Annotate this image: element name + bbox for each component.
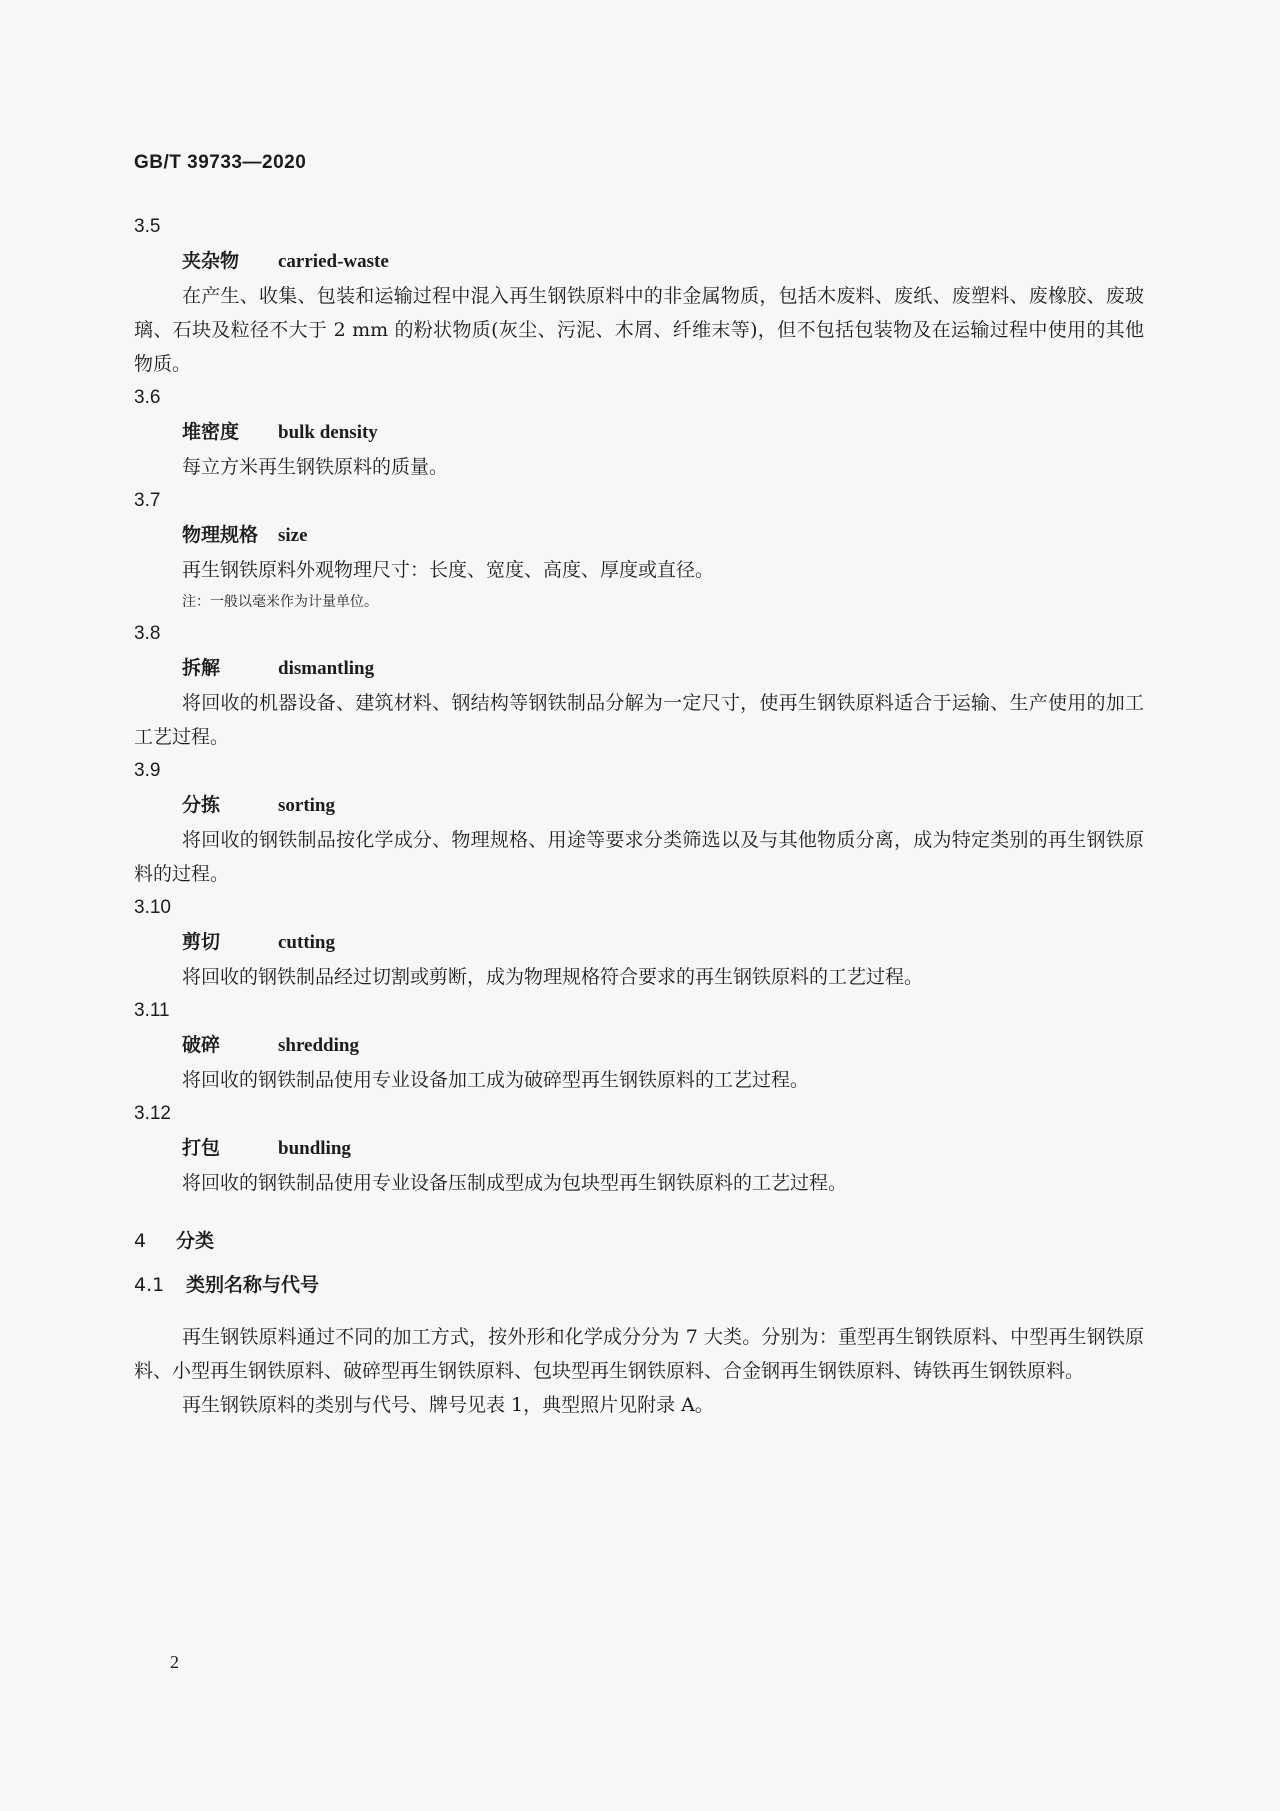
term-english: dismantling [278, 658, 375, 679]
term-number: 3.11 [134, 1000, 170, 1021]
term-entry [134, 891, 1144, 994]
term-number: 3.6 [134, 387, 161, 408]
term-definition: 将回收的钢铁制品使用专业设备压制成型成为包块型再生钢铁原料的工艺过程。 [182, 1172, 848, 1194]
term-definition: 将回收的机器设备、建筑材料、钢结构等钢铁制品分解为一定尺寸，使再生钢铁原料适合于运输、生产使用的加工工艺过程。 [134, 692, 1144, 748]
standard-code: GB/T 39733—2020 [134, 152, 307, 173]
term-title [134, 1028, 1144, 1063]
term-english: bundling [278, 1138, 351, 1159]
term-definition: 每立方米再生钢铁原料的质量。 [182, 456, 449, 478]
term-title [134, 1131, 1144, 1166]
terms-list [134, 210, 1144, 1200]
paragraph: 再生钢铁原料通过不同的加工方式，按外形和化学成分分为 7 大类。分别为：重型再生钢铁原料、中型再生钢铁原料、小型再生钢铁原料、破碎型再生钢铁原料、包块型再生钢铁原料、合金钢再生钢铁原料、铸铁再生钢铁原料。 [134, 1326, 1144, 1382]
term-number: 3.9 [134, 760, 161, 781]
term-definition: 将回收的钢铁制品按化学成分、物理规格、用途等要求分类筛选以及与其他物质分离，成为特定类别的再生钢铁原料的过程。 [134, 829, 1144, 885]
term-definition: 再生钢铁原料外观物理尺寸：长度、宽度、高度、厚度或直径。 [182, 559, 715, 581]
section-heading [134, 1224, 1144, 1258]
term-number: 3.12 [134, 1103, 171, 1124]
section-title: 分类 [176, 1230, 215, 1252]
page-number: 2 [170, 1652, 179, 1672]
term-title [134, 788, 1144, 823]
term-chinese: 堆密度 [182, 421, 240, 443]
section-number: 4 [134, 1230, 147, 1252]
term-number: 3.8 [134, 623, 161, 644]
term-chinese: 打包 [182, 1137, 221, 1159]
term-number: 3.7 [134, 490, 161, 511]
term-english: size [278, 525, 308, 546]
subsection-number: 4.1 [134, 1274, 165, 1296]
term-entry [134, 381, 1144, 484]
term-english: cutting [278, 932, 335, 953]
term-chinese: 物理规格 [182, 524, 259, 546]
subsection-heading [134, 1268, 1144, 1302]
paragraph: 再生钢铁原料的类别与代号、牌号见表 1，典型照片见附录 A。 [182, 1394, 714, 1416]
term-title [134, 925, 1144, 960]
term-entry [134, 210, 1144, 381]
term-entry [134, 1097, 1144, 1200]
term-entry [134, 484, 1144, 617]
term-entry [134, 617, 1144, 754]
term-number: 3.10 [134, 897, 171, 918]
term-number: 3.5 [134, 216, 161, 237]
term-english: bulk density [278, 422, 378, 443]
document-body [134, 210, 1144, 1422]
term-entry [134, 994, 1144, 1097]
term-chinese: 分拣 [182, 794, 221, 816]
term-title [134, 244, 1144, 279]
subsection-title: 类别名称与代号 [186, 1274, 320, 1296]
term-title [134, 415, 1144, 450]
term-definition: 在产生、收集、包装和运输过程中混入再生钢铁原料中的非金属物质，包括木废料、废纸、废塑料、废橡胶、废玻璃、石块及粒径不大于 2 mm 的粉状物质(灰尘、污泥、木屑、纤维末等)，但不包括包装物及在运输过程中使用的其他物质。 [134, 285, 1144, 375]
term-note: 注：一般以毫米作为计量单位。 [182, 594, 378, 610]
term-definition: 将回收的钢铁制品使用专业设备加工成为破碎型再生钢铁原料的工艺过程。 [182, 1069, 810, 1091]
term-title [134, 518, 1144, 553]
term-chinese: 破碎 [182, 1034, 221, 1056]
term-chinese: 剪切 [182, 931, 221, 953]
term-title [134, 651, 1144, 686]
term-english: carried-waste [278, 251, 389, 272]
term-english: sorting [278, 795, 335, 816]
term-chinese: 夹杂物 [182, 250, 240, 272]
term-entry [134, 754, 1144, 891]
term-definition: 将回收的钢铁制品经过切割或剪断，成为物理规格符合要求的再生钢铁原料的工艺过程。 [182, 966, 924, 988]
term-chinese: 拆解 [182, 657, 221, 679]
term-english: shredding [278, 1035, 359, 1056]
